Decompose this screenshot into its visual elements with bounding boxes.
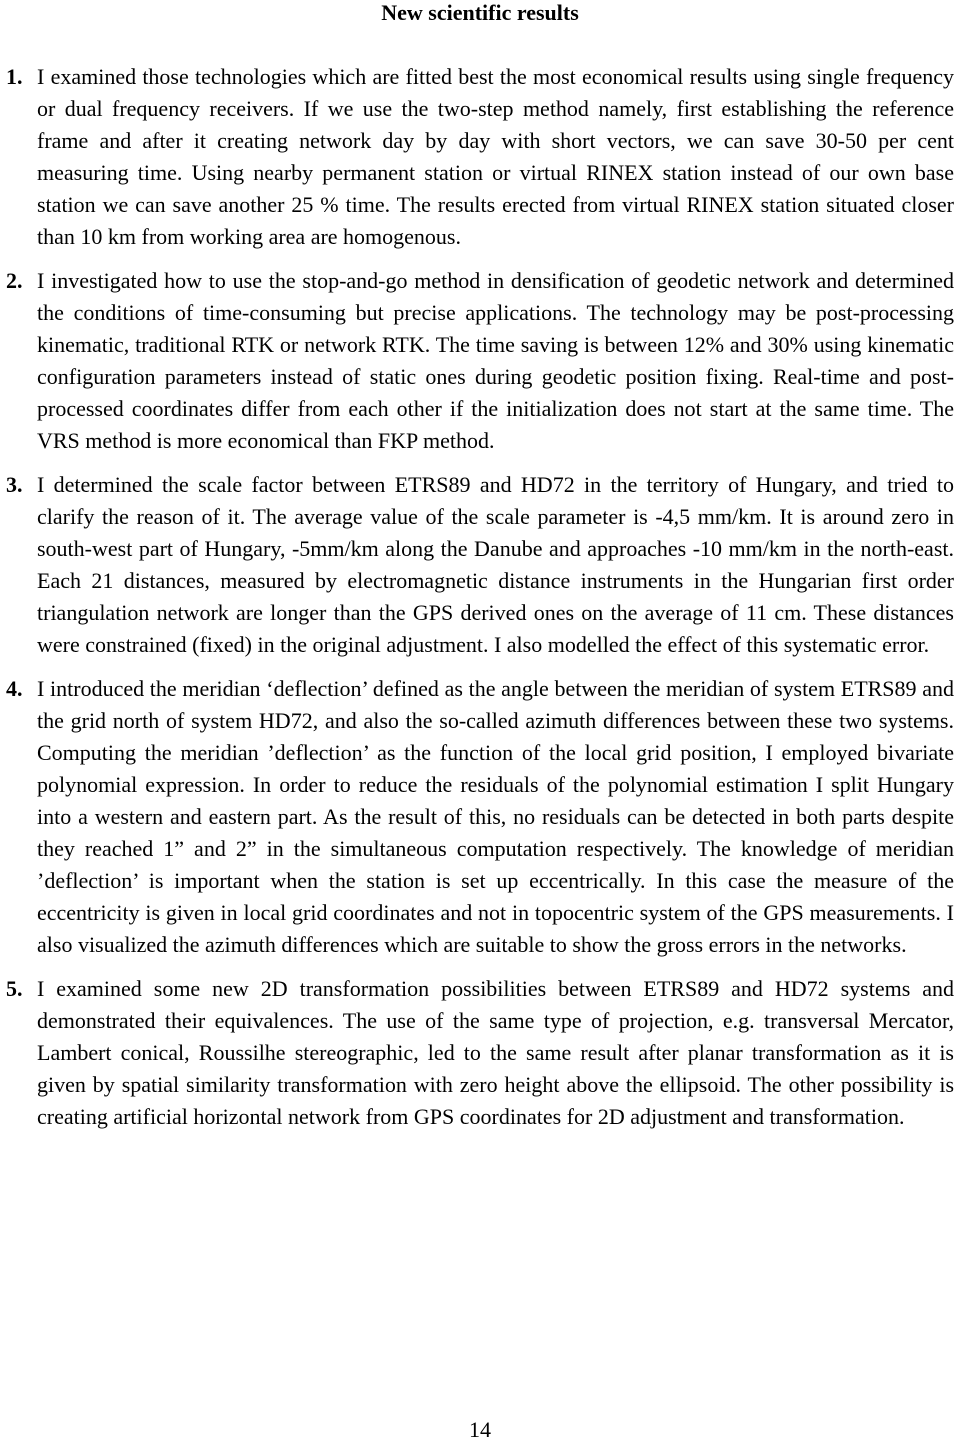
result-item-5: [0, 973, 960, 1133]
result-number: 4.: [6, 676, 23, 701]
result-number: 2.: [6, 268, 23, 293]
result-item-2: [0, 265, 960, 457]
result-text: I examined those technologies which are fitted best the most economical results using single frequency or dual frequency receivers. If we use the two-step method namely, first establishing the reference frame and after it creating network day by day with short vectors, we can save 30-50 per cent measuring time. Using nearby permanent station or virtual RINEX station instead of our own base station we can save another 25 % time. The results erected from virtual RINEX station situated closer than 10 km from working area are homogenous.: [37, 64, 954, 249]
result-text: I introduced the meridian ‘deflection’ defined as the angle between the meridian of system ETRS89 and the grid north of system HD72, and also the so-called azimuth differences between these two systems. Computing the meridian ’deflection’ as the function of the local grid position, I employed bivariate polynomial expression. In order to reduce the residuals of the polynomial estimation I split Hungary into a western and eastern part. As the result of this, no residuals can be detected in both parts despite they reached 1” and 2” in the simultaneous computation respectively. The knowledge of meridian ’deflection’ is important when the station is set up eccentrically. In this case the measure of the eccentricity is given in local grid coordinates and not in topocentric system of the GPS measurements. I also visualized the azimuth differences which are suitable to show the gross errors in the networks.: [37, 676, 954, 957]
result-item-1: [0, 61, 960, 253]
result-item-3: [0, 469, 960, 661]
page-number: 14: [469, 1417, 491, 1442]
result-text: I investigated how to use the stop-and-go method in densification of geodetic network and determined the conditions of time-consuming but precise applications. The technology may be post-processing kinematic, traditional RTK or network RTK. The time saving is between 12% and 30% using kinematic configuration parameters instead of static ones during geodetic position fixing. Real-time and post-processed coordinates differ from each other if the initialization does not start at the same time. The VRS method is more economical than FKP method.: [37, 268, 954, 453]
result-number: 3.: [6, 472, 23, 497]
result-number: 1.: [6, 64, 23, 89]
result-text: I determined the scale factor between ETRS89 and HD72 in the territory of Hungary, and tried to clarify the reason of it. The average value of the scale parameter is -4,5 mm/km. It is around zero in south-west part of Hungary, -5mm/km along the Danube and approaches -10 mm/km in the north-east. Each 21 distances, measured by electromagnetic distance instruments in the Hungarian first order triangulation network are longer than the GPS derived ones on the average of 11 cm. These distances were constrained (fixed) in the original adjustment. I also modelled the effect of this systematic error.: [37, 472, 954, 657]
page-title: New scientific results: [381, 0, 579, 25]
result-number: 5.: [6, 976, 23, 1001]
result-text: I examined some new 2D transformation possibilities between ETRS89 and HD72 systems and demonstrated their equivalences. The use of the same type of projection, e.g. transversal Mercator, Lambert conical, Roussilhe stereographic, led to the same result after planar transformation as it is given by spatial similarity transformation with zero height above the ellipsoid. The other possibility is creating artificial horizontal network from GPS coordinates for 2D adjustment and transformation.: [37, 976, 954, 1129]
result-item-4: [0, 673, 960, 961]
results-list: [0, 61, 960, 1145]
